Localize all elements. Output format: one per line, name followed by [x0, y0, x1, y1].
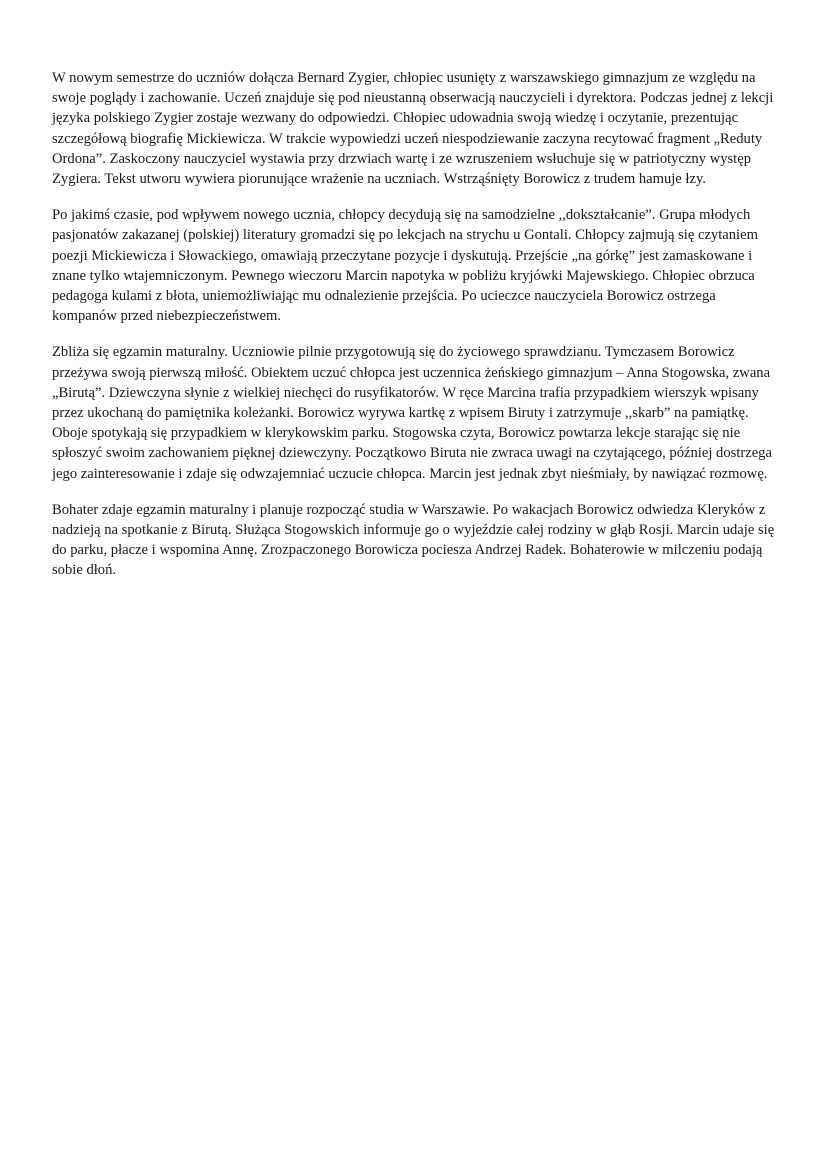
- paragraph-zygier-recitation: W nowym semestrze do uczniów dołącza Bernard Zygier, chłopiec usunięty z warszawskiego gimnazjum ze względu na swoje poglądy i zachowanie. Uczeń znajduje się pod nieustanną obserwacją nauczycieli i dyrektora. Podczas jednej z lekcji języka polskiego Zygier zostaje wezwany do odpowiedzi. Chłopiec udowadnia swoją wiedzę i oczytanie, prezentując szczegółową biografię Mickiewicza. W trakcie wypowiedzi uczeń niespodziewanie zaczyna recytować fragment „Reduty Ordona”. Zaskoczony nauczyciel wystawia przy drzwiach wartę i ze wzruszeniem wsłuchuje się w patriotyczny występ Zygiera. Tekst utworu wywiera piorunujące wrażenie na uczniach. Wstrząśnięty Borowicz z trudem hamuje łzy.: [52, 70, 774, 188]
- paragraph-matura-and-farewell: Bohater zdaje egzamin maturalny i planuje rozpocząć studia w Warszawie. Po wakacjach Borowicz odwiedza Kleryków z nadzieją na spotkanie z Birutą. Służąca Stogowskich informuje go o wyjeździe całej rodziny w głąb Rosji. Marcin udaje się do parku, płacze i wspomina Annę. Zrozpaczonego Borowicza pociesza Andrzej Radek. Bohaterowie w milczeniu podają sobie dłoń.: [52, 501, 775, 579]
- paragraph-secret-literature-group: Po jakimś czasie, pod wpływem nowego ucznia, chłopcy decydują się na samodzielne ,,dokształcanie”. Grupa młodych pasjonatów zakazanej (polskiej) literatury gromadzi się po lekcjach na strychu u Gontali. Chłopcy zajmują się czytaniem poezji Mickiewicza i Słowackiego, omawiają przeczytane pozycje i dyskutują. Przejście „na górkę” jest zamaskowane i znane tylko wtajemniczonym. Pewnego wieczoru Marcin napotyka w pobliżu kryjówki Majewskiego. Chłopiec obrzuca pedagoga kulami z błota, uniemożliwiając mu odnalezienie przejścia. Po ucieczce nauczyciela Borowicz ostrzega kompanów przed niebezpieczeństwem.: [52, 207, 758, 325]
- paragraph-first-love-biruta: Zbliża się egzamin maturalny. Uczniowie pilnie przygotowują się do życiowego sprawdzianu. Tymczasem Borowicz przeżywa swoją pierwszą miłość. Obiektem uczuć chłopca jest uczennica żeńskiego gimnazjum – Anna Stogowska, zwana „Birutą”. Dziewczyna słynie z wielkiej niechęci do rusyfikatorów. W ręce Marcina trafia przypadkiem wierszyk wpisany przez ukochaną do pamiętnika koleżanki. Borowicz wyrywa kartkę z wpisem Biruty i zatrzymuje ,,skarb” na pamiątkę. Oboje spotykają się przypadkiem w klerykowskim parku. Stogowska czyta, Borowicz powtarza lekcje starając się nie spłoszyć swoim zachowaniem pięknej dziewczyny. Początkowo Biruta nie zwraca uwagi na czytającego, później dostrzega jego zainteresowanie i zdaje się odwzajemniać uczucie chłopca. Marcin jest jednak zbyt nieśmiały, by nawiązać rozmowę.: [52, 344, 772, 482]
